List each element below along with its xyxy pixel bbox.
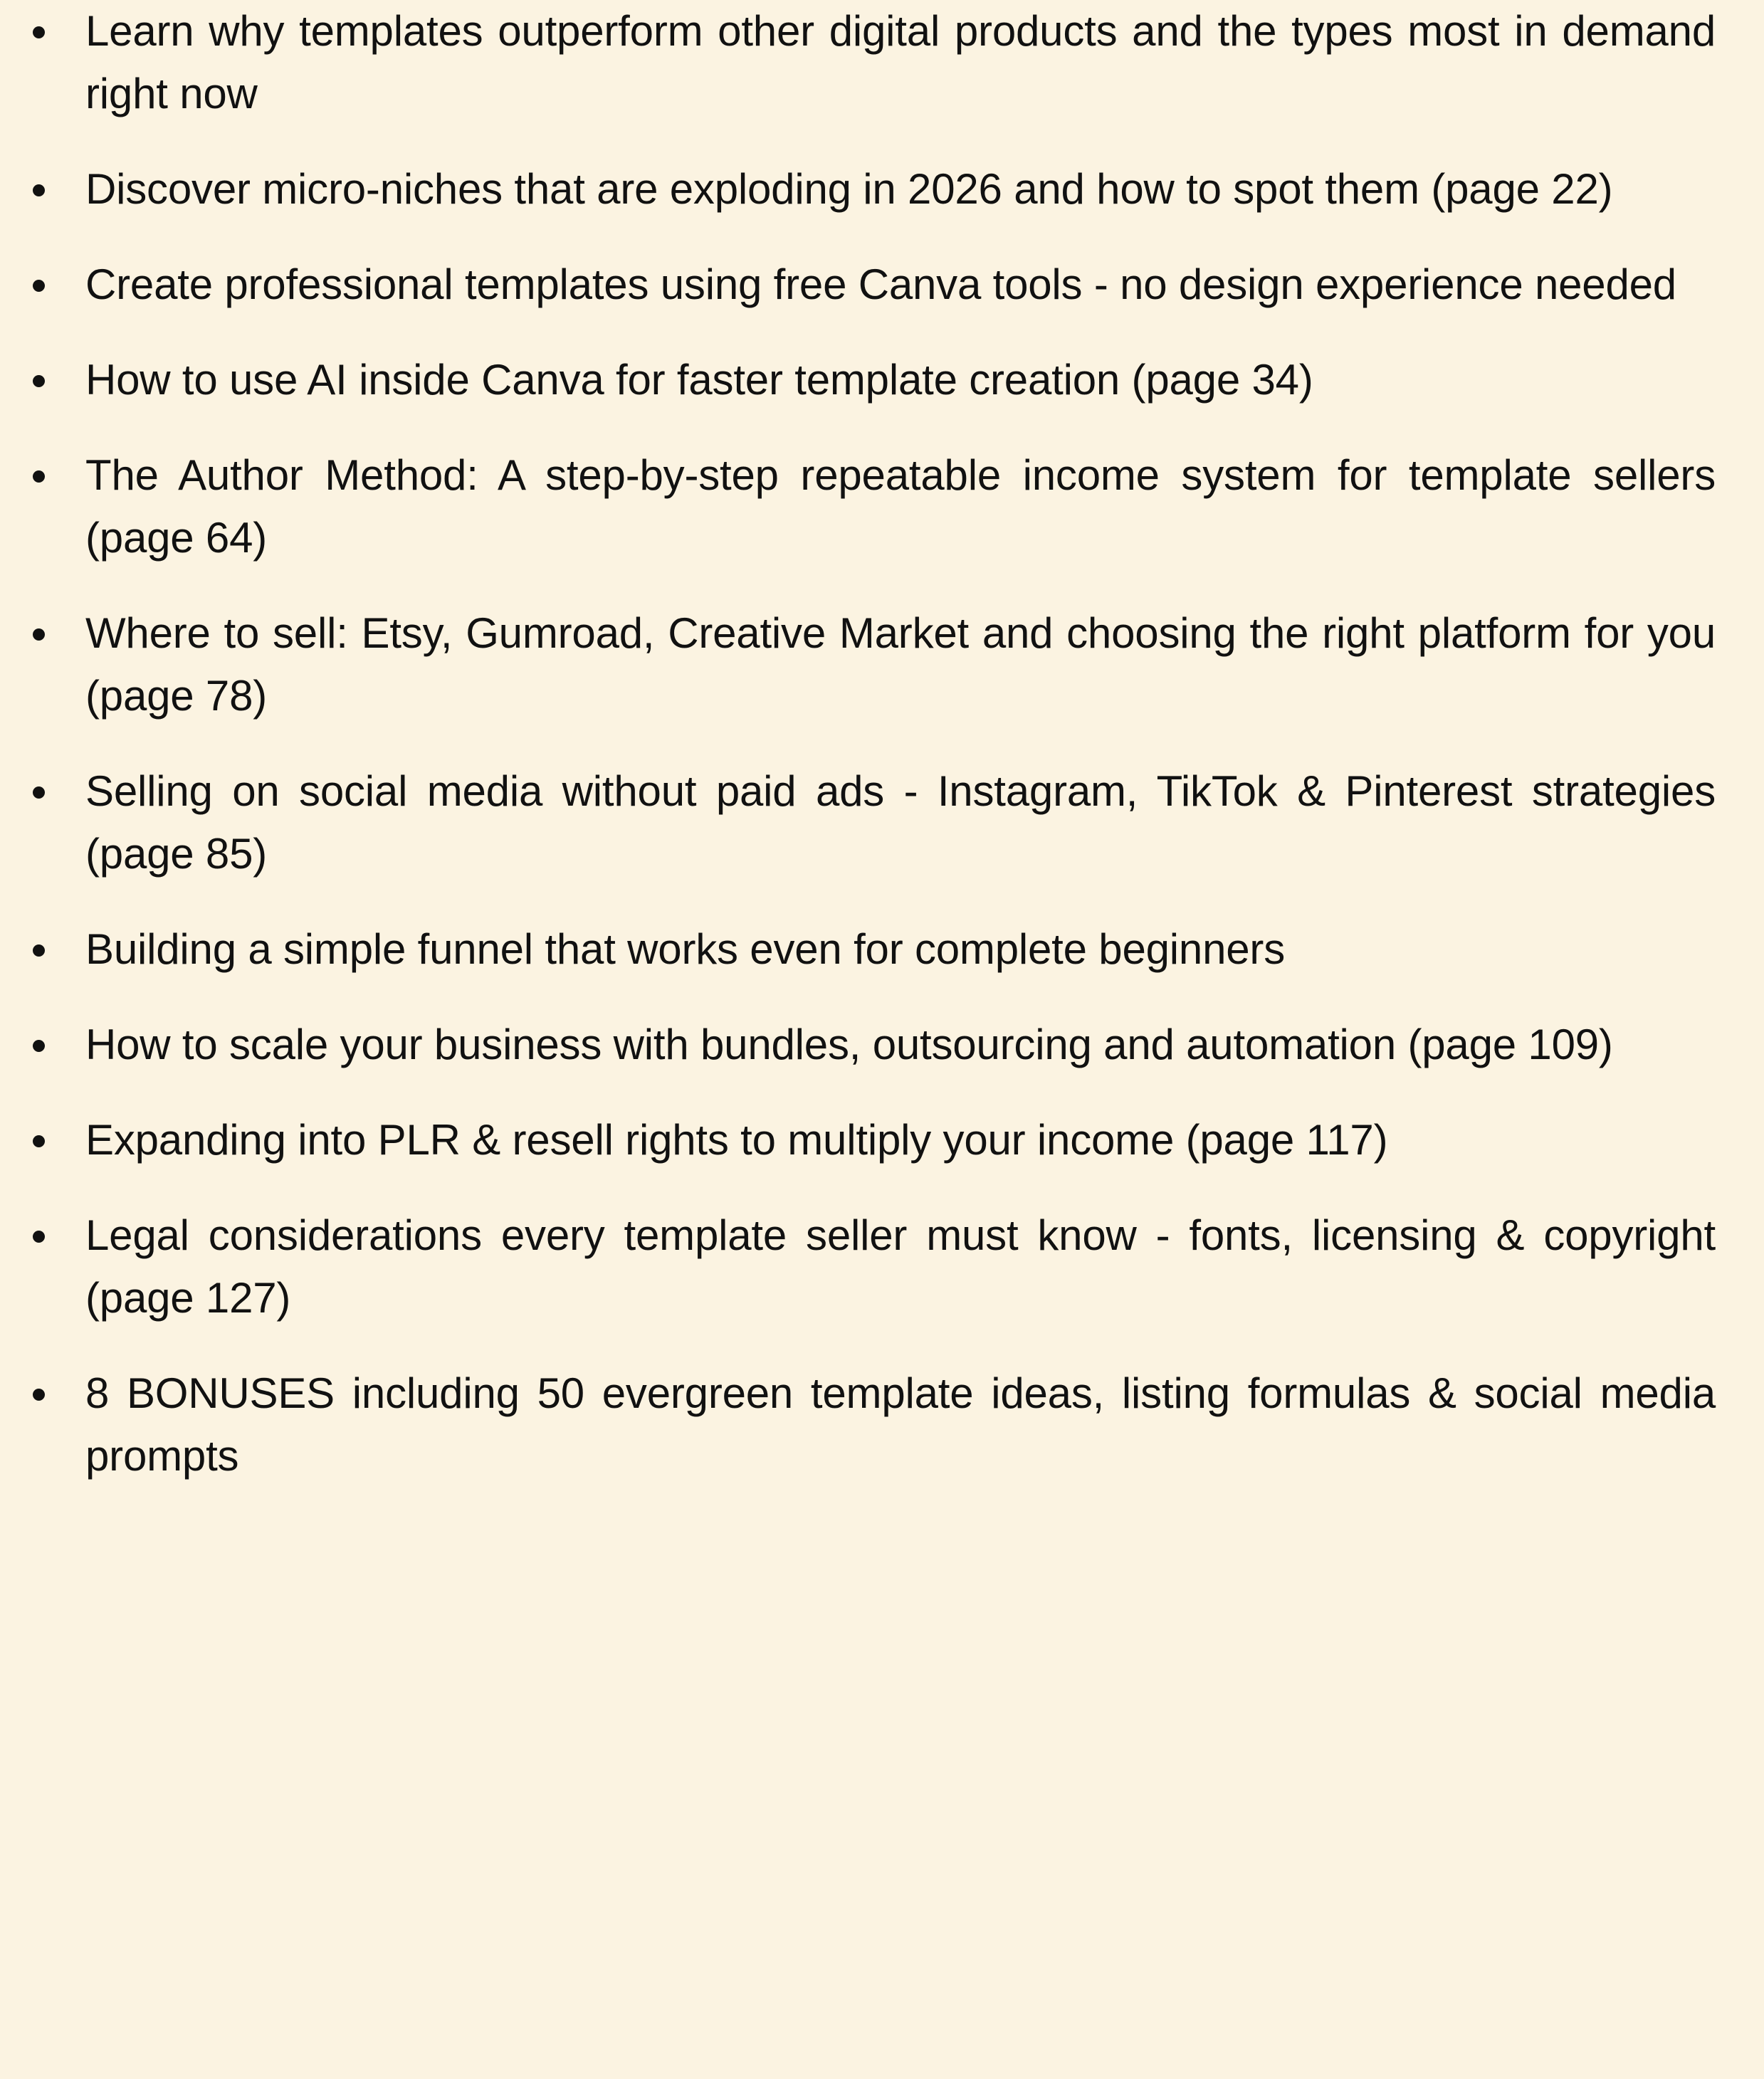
- list-item: [0, 1014, 1764, 1076]
- list-item: [0, 1109, 1764, 1172]
- bullet-point-icon: [33, 375, 45, 387]
- bullet-point-icon: [33, 280, 45, 292]
- list-item: [0, 158, 1764, 221]
- list-item: [0, 1362, 1764, 1488]
- list-item-text: Where to sell: Etsy, Gumroad, Creative Market and choosing the right platform for you (page 78): [85, 609, 1716, 720]
- bullet-point-icon: [33, 184, 45, 196]
- bullet-point-icon: [33, 1389, 45, 1401]
- list-item: [0, 0, 1764, 125]
- bullet-point-icon: [33, 470, 45, 483]
- list-item-text: Expanding into PLR & resell rights to multiply your income (page 117): [85, 1116, 1388, 1164]
- list-item-text: Discover micro-niches that are exploding in 2026 and how to spot them (page 22): [85, 165, 1613, 213]
- bullet-point-icon: [33, 1040, 45, 1052]
- list-item: [0, 349, 1764, 411]
- list-item: [0, 253, 1764, 316]
- bullet-point-icon: [33, 1231, 45, 1243]
- list-item-text: The Author Method: A step-by-step repeatable income system for template sellers (page 64): [85, 451, 1716, 562]
- list-item-text: Create professional templates using free Canva tools - no design experience needed: [85, 260, 1676, 308]
- bullet-point-icon: [33, 26, 45, 38]
- list-item-text: How to scale your business with bundles, outsourcing and automation (page 109): [85, 1021, 1613, 1068]
- list-item-text: Selling on social media without paid ads - Instagram, TikTok & Pinterest strategies (page 85): [85, 767, 1716, 878]
- list-item: [0, 760, 1764, 885]
- list-item: [0, 918, 1764, 981]
- bullet-point-icon: [33, 786, 45, 799]
- list-item-text: 8 BONUSES including 50 evergreen template ideas, listing formulas & social media prompts: [85, 1369, 1716, 1480]
- list-item-text: Building a simple funnel that works even for complete beginners: [85, 925, 1286, 973]
- list-item: [0, 444, 1764, 569]
- list-item-text: Legal considerations every template seller must know - fonts, licensing & copyright (page 127): [85, 1211, 1716, 1322]
- list-item: [0, 1204, 1764, 1330]
- bullet-point-icon: [33, 628, 45, 641]
- list-item-text: How to use AI inside Canva for faster template creation (page 34): [85, 356, 1313, 404]
- list-item: [0, 602, 1764, 727]
- bullet-point-icon: [33, 944, 45, 957]
- bullet-point-icon: [33, 1135, 45, 1147]
- list-item-text: Learn why templates outperform other digital products and the types most in demand right now: [85, 7, 1716, 117]
